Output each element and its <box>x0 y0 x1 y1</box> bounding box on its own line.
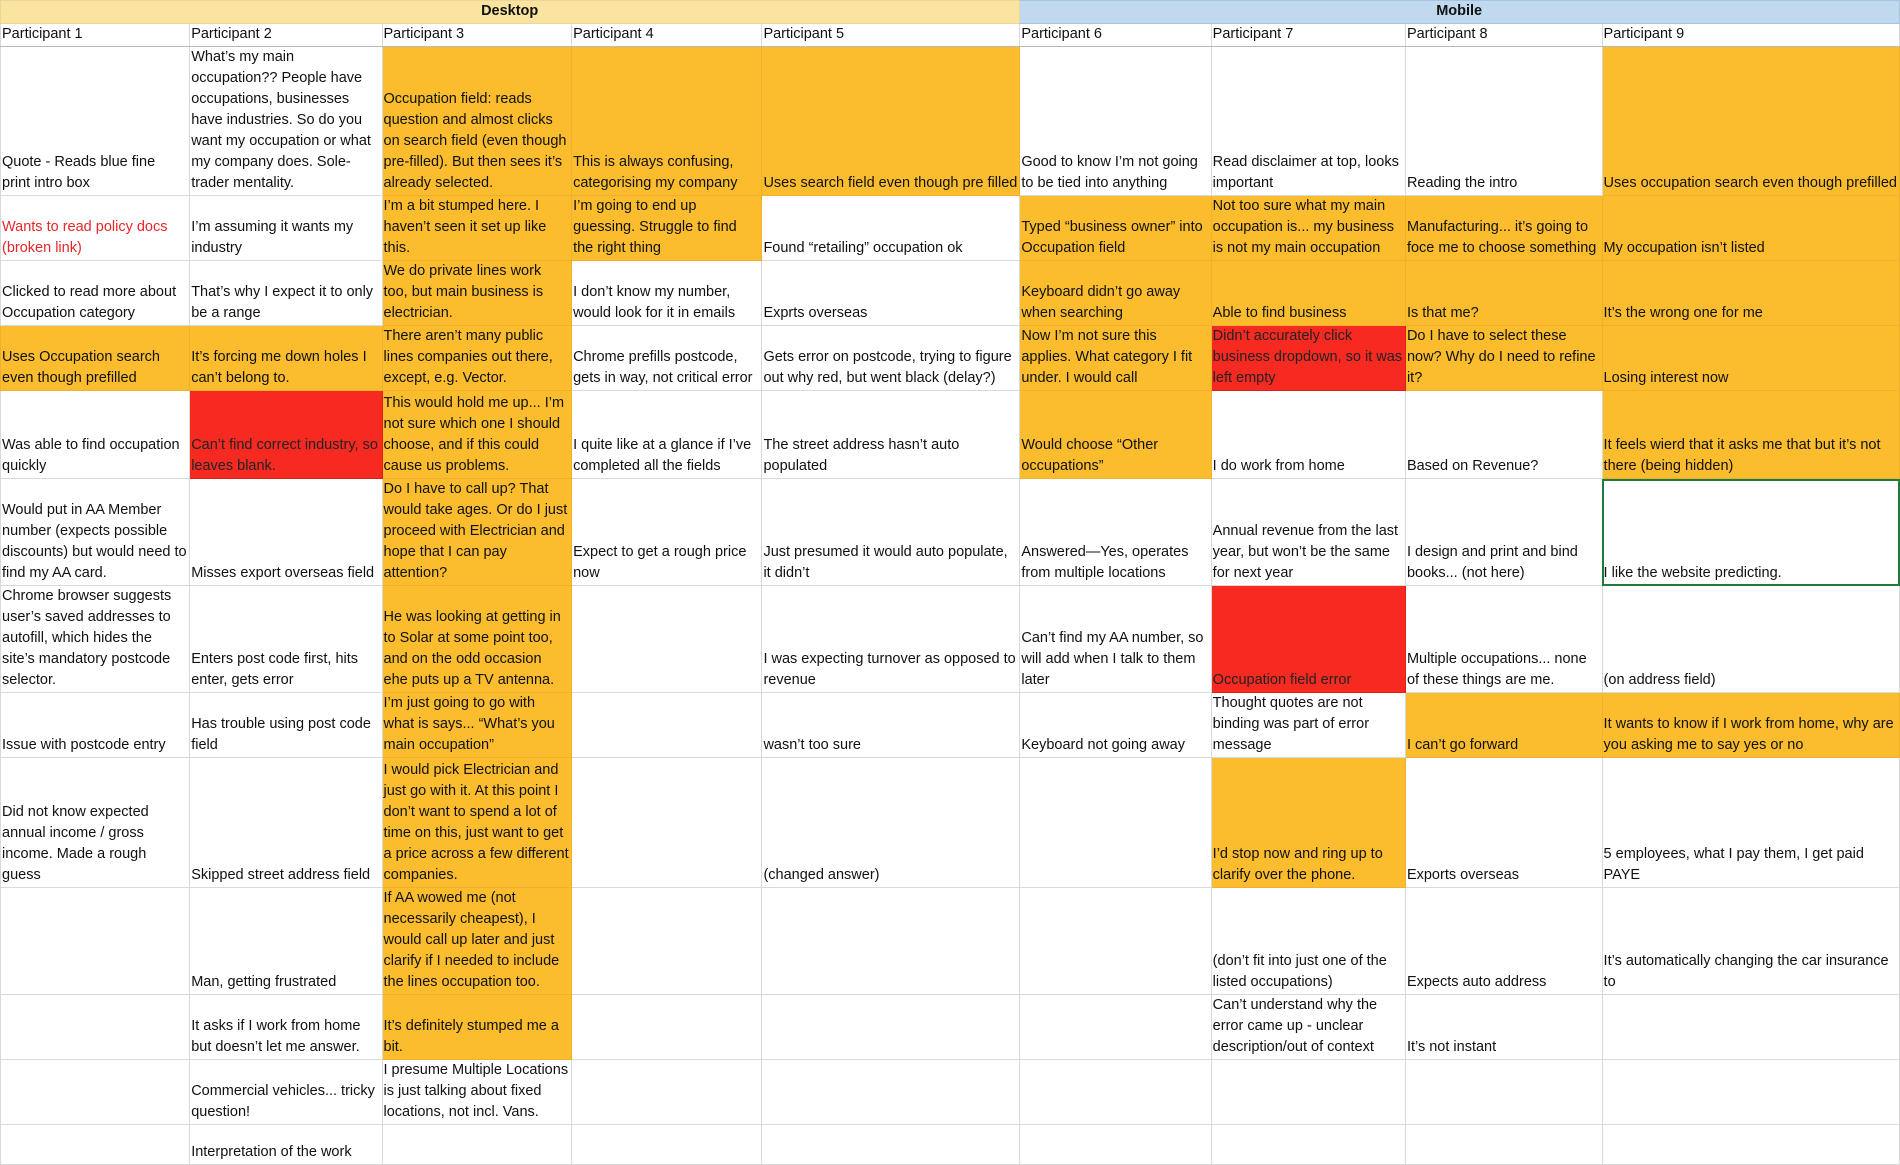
cell-p6-r9[interactable] <box>1020 758 1211 888</box>
cell-p9-r13[interactable] <box>1602 1125 1899 1165</box>
cell-p2-r2[interactable]: I’m assuming it wants my industry <box>190 196 382 261</box>
table-row <box>1 995 1900 1060</box>
cell-p8-r4[interactable]: Do I have to select these now? Why do I need to refine it? <box>1405 326 1602 391</box>
cell-p1-r4[interactable]: Uses Occupation search even though prefilled <box>1 326 190 391</box>
cell-p2-r9[interactable]: Skipped street address field <box>190 758 382 888</box>
cell-p6-r11[interactable] <box>1020 995 1211 1060</box>
cell-p9-r2[interactable]: My occupation isn’t listed <box>1602 196 1899 261</box>
cell-p6-r10[interactable] <box>1020 888 1211 995</box>
cell-p4-r11[interactable] <box>572 995 762 1060</box>
table-row <box>1 261 1900 326</box>
cell-p7-r1[interactable]: Read disclaimer at top, looks important <box>1211 47 1405 196</box>
cell-p7-r2[interactable]: Not too sure what my main occupation is... my business is not my main occupation <box>1211 196 1405 261</box>
cell-p3-r3[interactable]: We do private lines work too, but main business is electrician. <box>382 261 572 326</box>
cell-p9-r9[interactable]: 5 employees, what I pay them, I get paid PAYE <box>1602 758 1899 888</box>
cell-p8-r8[interactable]: I can’t go forward <box>1405 693 1602 758</box>
cell-p1-r6[interactable]: Would put in AA Member number (expects possible discounts) but would need to find my AA card. <box>1 479 190 586</box>
table-row <box>1 47 1900 196</box>
table-row <box>1 479 1900 586</box>
cell-p1-r9[interactable]: Did not know expected annual income / gross income. Made a rough guess <box>1 758 190 888</box>
cell-p6-r1[interactable]: Good to know I’m not going to be tied into anything <box>1020 47 1211 196</box>
cell-p2-r13[interactable]: Interpretation of the work <box>190 1125 382 1165</box>
table-row <box>1 326 1900 391</box>
cell-p3-r10[interactable]: If AA wowed me (not necessarily cheapest), I would call up later and just clarify if I needed to include the lines occupation too. <box>382 888 572 995</box>
cell-p4-r1[interactable]: This is always confusing, categorising my company <box>572 47 762 196</box>
table-row <box>1 1060 1900 1125</box>
cell-p7-r4[interactable]: Didn’t accurately click business dropdown, so it was left empty <box>1211 326 1405 391</box>
cell-p3-r13[interactable] <box>382 1125 572 1165</box>
table-row <box>1 196 1900 261</box>
cell-p6-r6[interactable]: Answered—Yes, operates from multiple locations <box>1020 479 1211 586</box>
cell-p6-r13[interactable] <box>1020 1125 1211 1165</box>
cell-p5-r3[interactable]: Exprts overseas <box>762 261 1020 326</box>
cell-p6-r4[interactable]: Now I’m not sure this applies. What category I fit under. I would call <box>1020 326 1211 391</box>
cell-p4-r6[interactable]: Expect to get a rough price now <box>572 479 762 586</box>
cell-p9-r7[interactable]: (on address field) <box>1602 586 1899 693</box>
table-row <box>1 1125 1900 1165</box>
cell-p8-r9[interactable]: Exports overseas <box>1405 758 1602 888</box>
cell-p8-r3[interactable]: Is that me? <box>1405 261 1602 326</box>
cell-p7-r9[interactable]: I’d stop now and ring up to clarify over the phone. <box>1211 758 1405 888</box>
cell-p5-r13[interactable] <box>762 1125 1020 1165</box>
cell-p7-r7[interactable]: Occupation field error <box>1211 586 1405 693</box>
header-participant-9[interactable]: Participant 9 <box>1602 24 1899 47</box>
cell-p1-r11[interactable] <box>1 995 190 1060</box>
cell-p6-r2[interactable]: Typed “business owner” into Occupation field <box>1020 196 1211 261</box>
cell-p9-r8[interactable]: It wants to know if I work from home, why are you asking me to say yes or no <box>1602 693 1899 758</box>
header-participant-2[interactable]: Participant 2 <box>190 24 382 47</box>
header-participant-3[interactable]: Participant 3 <box>382 24 572 47</box>
cell-p2-r4[interactable]: It’s forcing me down holes I can’t belong to. <box>190 326 382 391</box>
cell-p5-r2[interactable]: Found “retailing” occupation ok <box>762 196 1020 261</box>
cell-p1-r1[interactable]: Quote - Reads blue fine print intro box <box>1 47 190 196</box>
cell-p5-r6[interactable]: Just presumed it would auto populate, it didn’t <box>762 479 1020 586</box>
cell-p2-r1[interactable]: What’s my main occupation?? People have occupations, businesses have industries. So do you want my occupation or what my company does. Sole-trader mentality. <box>190 47 382 196</box>
cell-p2-r7[interactable]: Enters post code first, hits enter, gets error <box>190 586 382 693</box>
cell-p4-r12[interactable] <box>572 1060 762 1125</box>
cell-p5-r4[interactable]: Gets error on postcode, trying to figure out why red, but went black (delay?) <box>762 326 1020 391</box>
cell-p3-r1[interactable]: Occupation field: reads question and almost clicks on search field (even though pre-filled). But then sees it’s already selected. <box>382 47 572 196</box>
cell-p2-r11[interactable]: It asks if I work from home but doesn’t let me answer. <box>190 995 382 1060</box>
cell-p4-r9[interactable] <box>572 758 762 888</box>
cell-p7-r12[interactable] <box>1211 1060 1405 1125</box>
cell-p6-r7[interactable]: Can’t find my AA number, so will add when I talk to them later <box>1020 586 1211 693</box>
cell-p4-r3[interactable]: I don’t know my number, would look for it in emails <box>572 261 762 326</box>
cell-p3-r6[interactable]: Do I have to call up? That would take ages. Or do I just proceed with Electrician and hope that I can pay attention? <box>382 479 572 586</box>
table-row <box>1 586 1900 693</box>
cell-p8-r10[interactable]: Expects auto address <box>1405 888 1602 995</box>
cell-p5-r11[interactable] <box>762 995 1020 1060</box>
header-participant-4[interactable]: Participant 4 <box>572 24 762 47</box>
cell-p2-r8[interactable]: Has trouble using post code field <box>190 693 382 758</box>
cell-p5-r5[interactable]: The street address hasn’t auto populated <box>762 391 1020 479</box>
cell-p3-r9[interactable]: I would pick Electrician and just go with it. At this point I don’t want to spend a lot of time on this, just want to get a price across a few different companies. <box>382 758 572 888</box>
cell-p3-r7[interactable]: He was looking at getting in to Solar at some point too, and on the odd occasion ehe puts up a TV antenna. <box>382 586 572 693</box>
cell-p3-r4[interactable]: There aren’t many public lines companies out there, except, e.g. Vector. <box>382 326 572 391</box>
header-participant-8[interactable]: Participant 8 <box>1405 24 1602 47</box>
cell-p7-r3[interactable]: Able to find business <box>1211 261 1405 326</box>
cell-p1-r8[interactable]: Issue with postcode entry <box>1 693 190 758</box>
cell-p7-r6[interactable]: Annual revenue from the last year, but won’t be the same for next year <box>1211 479 1405 586</box>
cell-p2-r5[interactable]: Can’t find correct industry, so leaves blank. <box>190 391 382 479</box>
table-row <box>1 693 1900 758</box>
cell-p8-r11[interactable]: It’s not instant <box>1405 995 1602 1060</box>
group-header-desktop[interactable]: Desktop <box>1 1 1020 24</box>
table-row <box>1 888 1900 995</box>
cell-p1-r13[interactable] <box>1 1125 190 1165</box>
cell-p9-r3[interactable]: It’s the wrong one for me <box>1602 261 1899 326</box>
cell-p2-r10[interactable]: Man, getting frustrated <box>190 888 382 995</box>
cell-p8-r2[interactable]: Manufacturing... it’s going to foce me to choose something <box>1405 196 1602 261</box>
cell-p7-r8[interactable]: Thought quotes are not binding was part of error message <box>1211 693 1405 758</box>
cell-p9-r1[interactable]: Uses occupation search even though prefilled <box>1602 47 1899 196</box>
cell-p5-r8[interactable]: wasn’t too sure <box>762 693 1020 758</box>
cell-p6-r8[interactable]: Keyboard not going away <box>1020 693 1211 758</box>
cell-p8-r13[interactable] <box>1405 1125 1602 1165</box>
cell-p5-r9[interactable]: (changed answer) <box>762 758 1020 888</box>
cell-p3-r12[interactable]: I presume Multiple Locations is just talking about fixed locations, not incl. Vans. <box>382 1060 572 1125</box>
cell-p8-r7[interactable]: Multiple occupations... none of these things are me. <box>1405 586 1602 693</box>
header-participant-7[interactable]: Participant 7 <box>1211 24 1405 47</box>
cell-p1-r7[interactable]: Chrome browser suggests user’s saved addresses to autofill, which hides the site’s mandatory postcode selector. <box>1 586 190 693</box>
cell-p4-r5[interactable]: I quite like at a glance if I’ve completed all the fields <box>572 391 762 479</box>
cell-p9-r11[interactable] <box>1602 995 1899 1060</box>
cell-p4-r10[interactable] <box>572 888 762 995</box>
cell-p4-r2[interactable]: I’m going to end up guessing. Struggle to find the right thing <box>572 196 762 261</box>
cell-p1-r12[interactable] <box>1 1060 190 1125</box>
table-row <box>1 391 1900 479</box>
cell-p5-r7[interactable]: I was expecting turnover as opposed to revenue <box>762 586 1020 693</box>
cell-p5-r12[interactable] <box>762 1060 1020 1125</box>
cell-p5-r10[interactable] <box>762 888 1020 995</box>
cell-p2-r12[interactable]: Commercial vehicles... tricky question! <box>190 1060 382 1125</box>
cell-p2-r6[interactable]: Misses export overseas field <box>190 479 382 586</box>
cell-p8-r1[interactable]: Reading the intro <box>1405 47 1602 196</box>
cell-p3-r8[interactable]: I’m just going to go with what is says... “What’s you main occupation” <box>382 693 572 758</box>
cell-p5-r1[interactable]: Uses search field even though pre filled <box>762 47 1020 196</box>
cell-p4-r8[interactable] <box>572 693 762 758</box>
cell-p1-r2[interactable]: Wants to read policy docs (broken link) <box>1 196 190 261</box>
cell-p1-r5[interactable]: Was able to find occupation quickly <box>1 391 190 479</box>
cell-p7-r10[interactable]: (don’t fit into just one of the listed occupations) <box>1211 888 1405 995</box>
cell-p8-r6[interactable]: I design and print and bind books... (not here) <box>1405 479 1602 586</box>
cell-p7-r11[interactable]: Can’t understand why the error came up - unclear description/out of context <box>1211 995 1405 1060</box>
cell-p1-r3[interactable]: Clicked to read more about Occupation category <box>1 261 190 326</box>
cell-p9-r10[interactable]: It’s automatically changing the car insurance to <box>1602 888 1899 995</box>
cell-p6-r5[interactable]: Would choose “Other occupations” <box>1020 391 1211 479</box>
cell-p2-r3[interactable]: That’s why I expect it to only be a range <box>190 261 382 326</box>
table-row <box>1 758 1900 888</box>
cell-p1-r10[interactable] <box>1 888 190 995</box>
cell-p8-r5[interactable]: Based on Revenue? <box>1405 391 1602 479</box>
header-participant-1[interactable]: Participant 1 <box>1 24 190 47</box>
header-participant-5[interactable]: Participant 5 <box>762 24 1020 47</box>
cell-p3-r2[interactable]: I’m a bit stumped here. I haven’t seen it set up like this. <box>382 196 572 261</box>
cell-p9-r5[interactable]: It feels wierd that it asks me that but it’s not there (being hidden) <box>1602 391 1899 479</box>
cell-p6-r12[interactable] <box>1020 1060 1211 1125</box>
cell-p9-r12[interactable] <box>1602 1060 1899 1125</box>
cell-p3-r5[interactable]: This would hold me up... I’m not sure which one I should choose, and if this could cause us problems. <box>382 391 572 479</box>
cell-p4-r13[interactable] <box>572 1125 762 1165</box>
cell-p4-r4[interactable]: Chrome prefills postcode, gets in way, not critical error <box>572 326 762 391</box>
header-participant-6[interactable]: Participant 6 <box>1020 24 1211 47</box>
cell-p7-r5[interactable]: I do work from home <box>1211 391 1405 479</box>
cell-p9-r6[interactable]: I like the website predicting. <box>1602 479 1899 586</box>
cell-p6-r3[interactable]: Keyboard didn’t go away when searching <box>1020 261 1211 326</box>
cell-p3-r11[interactable]: It’s definitely stumped me a bit. <box>382 995 572 1060</box>
cell-p9-r4[interactable]: Losing interest now <box>1602 326 1899 391</box>
cell-p7-r13[interactable] <box>1211 1125 1405 1165</box>
cell-p4-r7[interactable] <box>572 586 762 693</box>
group-header-mobile[interactable]: Mobile <box>1020 1 1900 24</box>
cell-p8-r12[interactable] <box>1405 1060 1602 1125</box>
